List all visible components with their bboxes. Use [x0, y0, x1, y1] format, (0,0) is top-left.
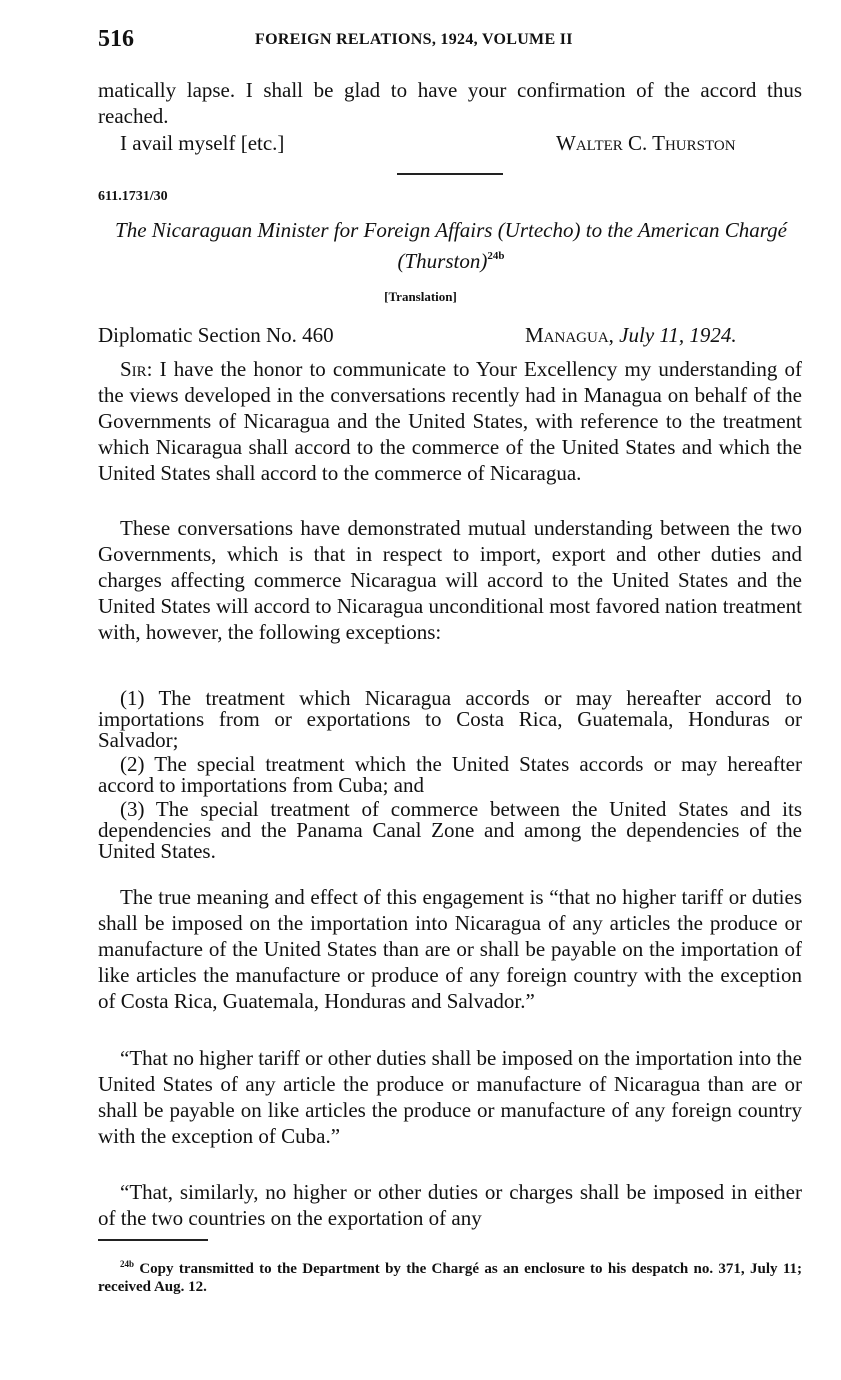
heading-footnote-ref: 24b — [487, 250, 505, 262]
footnote-text: Copy transmitted to the Department by the Chargé as an enclosure to his despatch no. 371, July 11; received Aug. 12. — [98, 1261, 802, 1295]
page-number: 516 — [98, 26, 134, 52]
exception-3: (3) The special treatment of commerce between the United States and its dependencies and the Panama Canal Zone and among the dependencies of the United States. — [98, 797, 802, 863]
exception-2: (2) The special treatment which the United States accords or may hereafter accord to importations from Cuba; and — [98, 752, 802, 797]
heading-text: The Nicaraguan Minister for Foreign Affairs (Urtecho) to the American Chargé (Thurston) — [115, 218, 787, 273]
translation-note: [Translation] — [384, 289, 457, 304]
salutation: Sir: — [120, 357, 153, 381]
date: July 11, 1924. — [619, 323, 737, 347]
signature: Walter C. Thurston — [556, 131, 736, 155]
previous-letter-closing: matically lapse. I shall be glad to have your confirmation of the accord thus reached. — [98, 78, 802, 128]
paragraph-4: “That no higher tariff or other duties shall be imposed on the importation into the United States of any article the produce or manufacture of Nicaragua than are or shall be payable on like articles the produce or manufacture of any foreign country with the exception of Cuba.” — [98, 1046, 802, 1148]
footnote-divider — [98, 1239, 208, 1241]
exceptions-list — [98, 688, 802, 862]
document-heading — [98, 217, 804, 274]
paragraph-5: “That, similarly, no higher or other duties or charges shall be imposed in either of the two countries on the exportation of any — [98, 1180, 802, 1230]
paragraph-3: The true meaning and effect of this engagement is “that no higher tariff or duties shall be imposed on the importation into Nicaragua of any articles the produce or manufacture of the United States than are or shall be payable on the importation of like articles the manufacture or produce of any foreign country with the exception of Costa Rica, Guatemala, Honduras and Salvador.” — [98, 885, 802, 1013]
footnote-marker: 24b — [120, 1259, 135, 1269]
paragraph-1-text: I have the honor to communicate to Your Excellency my understanding of the views developed in the conversations recently had in Managua on behalf of the Governments of Nicaragua and the United States, with reference to the treatment which Nicaragua shall accord to the commerce of the United States and which the United States shall accord to the commerce of Nicaragua. — [98, 357, 803, 485]
file-number: 611.1731/30 — [98, 189, 168, 204]
footnote — [98, 1255, 802, 1296]
closing-formula: I avail myself [etc.] — [120, 131, 285, 155]
exception-1: (1) The treatment which Nicaragua accords or may hereafter accord to importations from or exportations to Costa Rica, Guatemala, Honduras or Salvador; — [98, 686, 802, 752]
paragraph-2: These conversations have demonstrated mutual understanding between the two Governments, which is that in respect to import, export and other duties and charges affecting commerce Nicaragua will accord to the United States and the United States will accord to Nicaragua unconditional most favored nation treatment with, however, the following exceptions: — [98, 516, 802, 644]
section-number: Diplomatic Section No. 460 — [98, 323, 334, 347]
section-divider — [397, 173, 503, 175]
paragraph-1 — [98, 356, 802, 486]
running-title: FOREIGN RELATIONS, 1924, VOLUME II — [255, 31, 573, 48]
place-date — [525, 323, 737, 348]
place: Managua, — [525, 323, 614, 347]
